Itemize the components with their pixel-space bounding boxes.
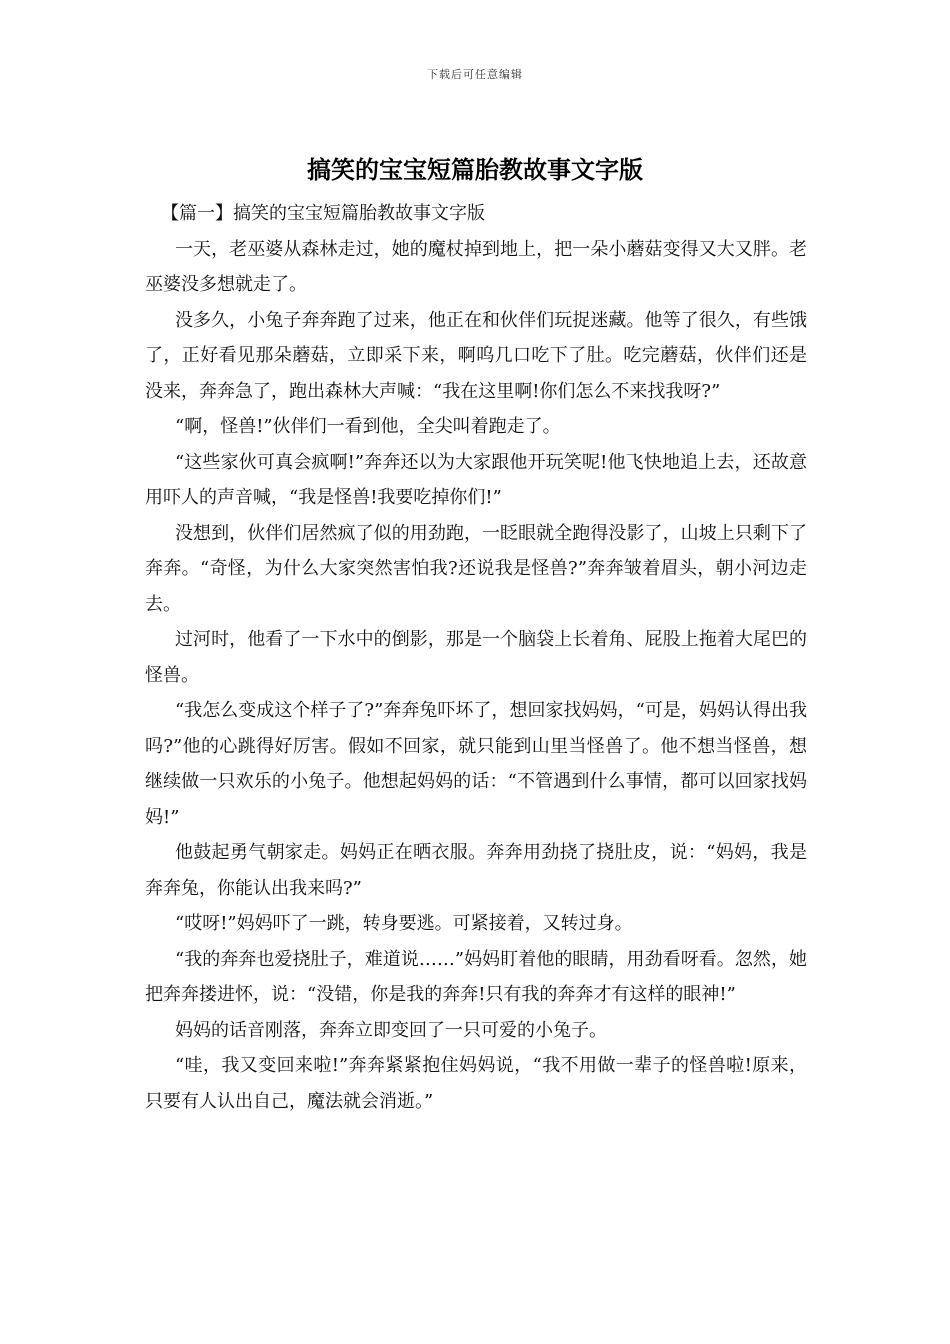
paragraph: “啊，怪兽!”伙伴们一看到他，全尖叫着跑走了。 <box>175 416 561 437</box>
paragraph: “我的奔奔也爱挠肚子，难道说……”妈妈盯着他的眼睛，用劲看呀看。忽然，她把奔奔搂进怀，说：“没错，你是我的奔奔!只有我的奔奔才有这样的眼神!” <box>145 948 807 1005</box>
paragraph: “这些家伙可真会疯啊!”奔奔还以为大家跟他开玩笑呢!他飞快地追上去，还故意用吓人的声音喊，“我是怪兽!我要吃掉你们!” <box>145 451 807 508</box>
paragraph: 妈妈的话音刚落，奔奔立即变回了一只可爱的小兔子。 <box>175 1019 607 1041</box>
paragraph: “哇，我又变回来啦!”奔奔紧紧抱住妈妈说，“我不用做一辈子的怪兽啦!原来，只要有人认出自己，魔法就会消逝。” <box>145 1055 807 1112</box>
document-body <box>145 196 807 1119</box>
paragraph: 没多久，小兔子奔奔跑了过来，他正在和伙伴们玩捉迷藏。他等了很久，有些饿了，正好看见那朵蘑菇，立即采下来，啊呜几口吃下了肚。吃完蘑菇，伙伴们还是没来，奔奔急了，跑出森林大声喊：“我在这里啊!你们怎么不来找我呀?” <box>145 309 807 402</box>
paragraph: 没想到，伙伴们居然疯了似的用劲跑，一眨眼就全跑得没影了，山坡上只剩下了奔奔。“奇怪，为什么大家突然害怕我?还说我是怪兽?”奔奔皱着眉头，朝小河边走去。 <box>145 522 807 615</box>
page-header-note: 下载后可任意编辑 <box>427 68 523 81</box>
paragraph: 一天，老巫婆从森林走过，她的魔杖掉到地上，把一朵小蘑菇变得又大又胖。老巫婆没多想就走了。 <box>145 238 807 295</box>
paragraph: 他鼓起勇气朝家走。妈妈正在晒衣服。奔奔用劲挠了挠肚皮，说：“妈妈，我是奔奔兔，你能认出我来吗?” <box>145 842 807 899</box>
paragraph: “哎呀!”妈妈吓了一跳，转身要逃。可紧接着，又转过身。 <box>175 913 633 934</box>
paragraph: “我怎么变成这个样子了?”奔奔兔吓坏了，想回家找妈妈，“可是，妈妈认得出我吗?”他的心跳得好厉害。假如不回家，就只能到山里当怪兽了。他不想当怪兽，想继续做一只欢乐的小兔子。他想起妈妈的话：“不管遇到什么事情，都可以回家找妈妈!” <box>145 700 807 828</box>
section-heading: 【篇一】搞笑的宝宝短篇胎教故事文字版 <box>161 203 485 224</box>
document-title: 搞笑的宝宝短篇胎教故事文字版 <box>307 155 643 184</box>
paragraph: 过河时，他看了一下水中的倒影，那是一个脑袋上长着角、屁股上拖着大尾巴的怪兽。 <box>145 629 807 686</box>
